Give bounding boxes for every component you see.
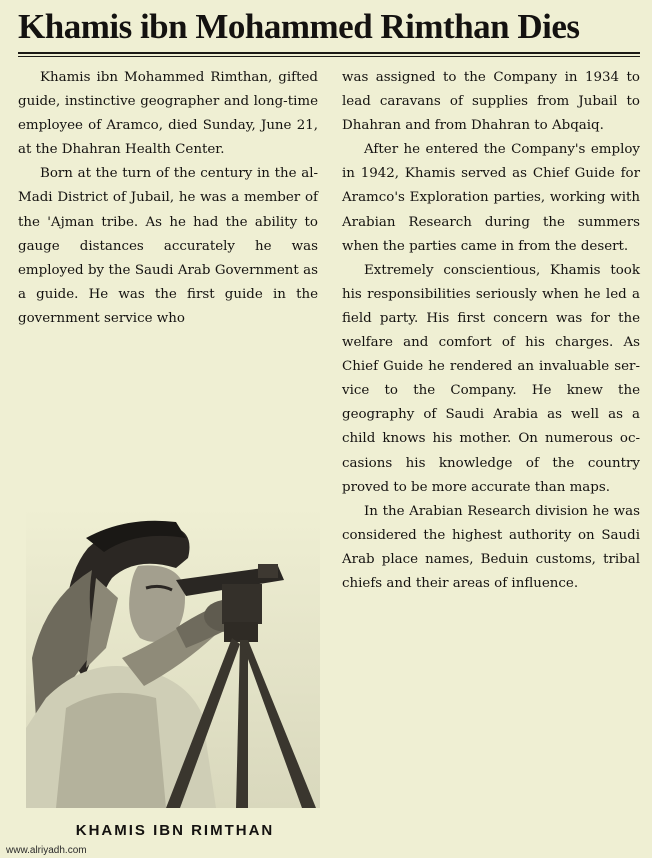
headline-rule-thin: [18, 56, 640, 57]
paragraph: Born at the turn of the century in the al-Madi District of Jubail, he was a member of the 'Ajman tribe. As he had the ability to gauge distances accurately he was employed by the Saudi Arab Government as a guide. He was the first guide in the government service who: [18, 166, 318, 326]
headline: Khamis ibn Mohammed Rimthan Dies: [18, 7, 580, 46]
headline-rule: [18, 52, 640, 54]
left-column: [18, 66, 318, 331]
watermark-site: www.alriyadh.com: [6, 845, 87, 856]
photo-caption: KHAMIS IBN RIMTHAN: [75, 822, 275, 839]
paragraph: was assigned to the Company in 1934 to lead caravans of supplies from Jubail to Dhahran and from Dhahran to Abqaiq.: [342, 70, 640, 134]
paragraph: In the Arabian Research division he was considered the highest authority on Saudi Arab place names, Beduin customs, tribal chiefs and their areas of influence.: [342, 503, 640, 591]
paragraph: Khamis ibn Mohammed Rimthan, gifted guide, instinctive geographer and long-time employee of Aramco, died Sunday, June 21, at the Dhahran Health Center.: [18, 70, 318, 158]
paragraph: After he entered the Company's employ in 1942, Khamis served as Chief Guide for Aramco's Exploration parties, working with Arabian Research during the summers when the parties came in from the desert.: [342, 142, 640, 254]
portrait-photo: [26, 508, 320, 808]
right-column: [342, 66, 640, 596]
paragraph: Extremely conscientious, Khamis took his responsibilities seriously when he led a field party. His first concern was for the welfare and comfort of his charges. As Chief Guide he rendered an invaluable service to the Company. He knew the geography of Saudi Arabia as well as a child knows his mother. On numerous occasions his knowledge of the country proved to be more accurate than maps.: [342, 262, 640, 495]
